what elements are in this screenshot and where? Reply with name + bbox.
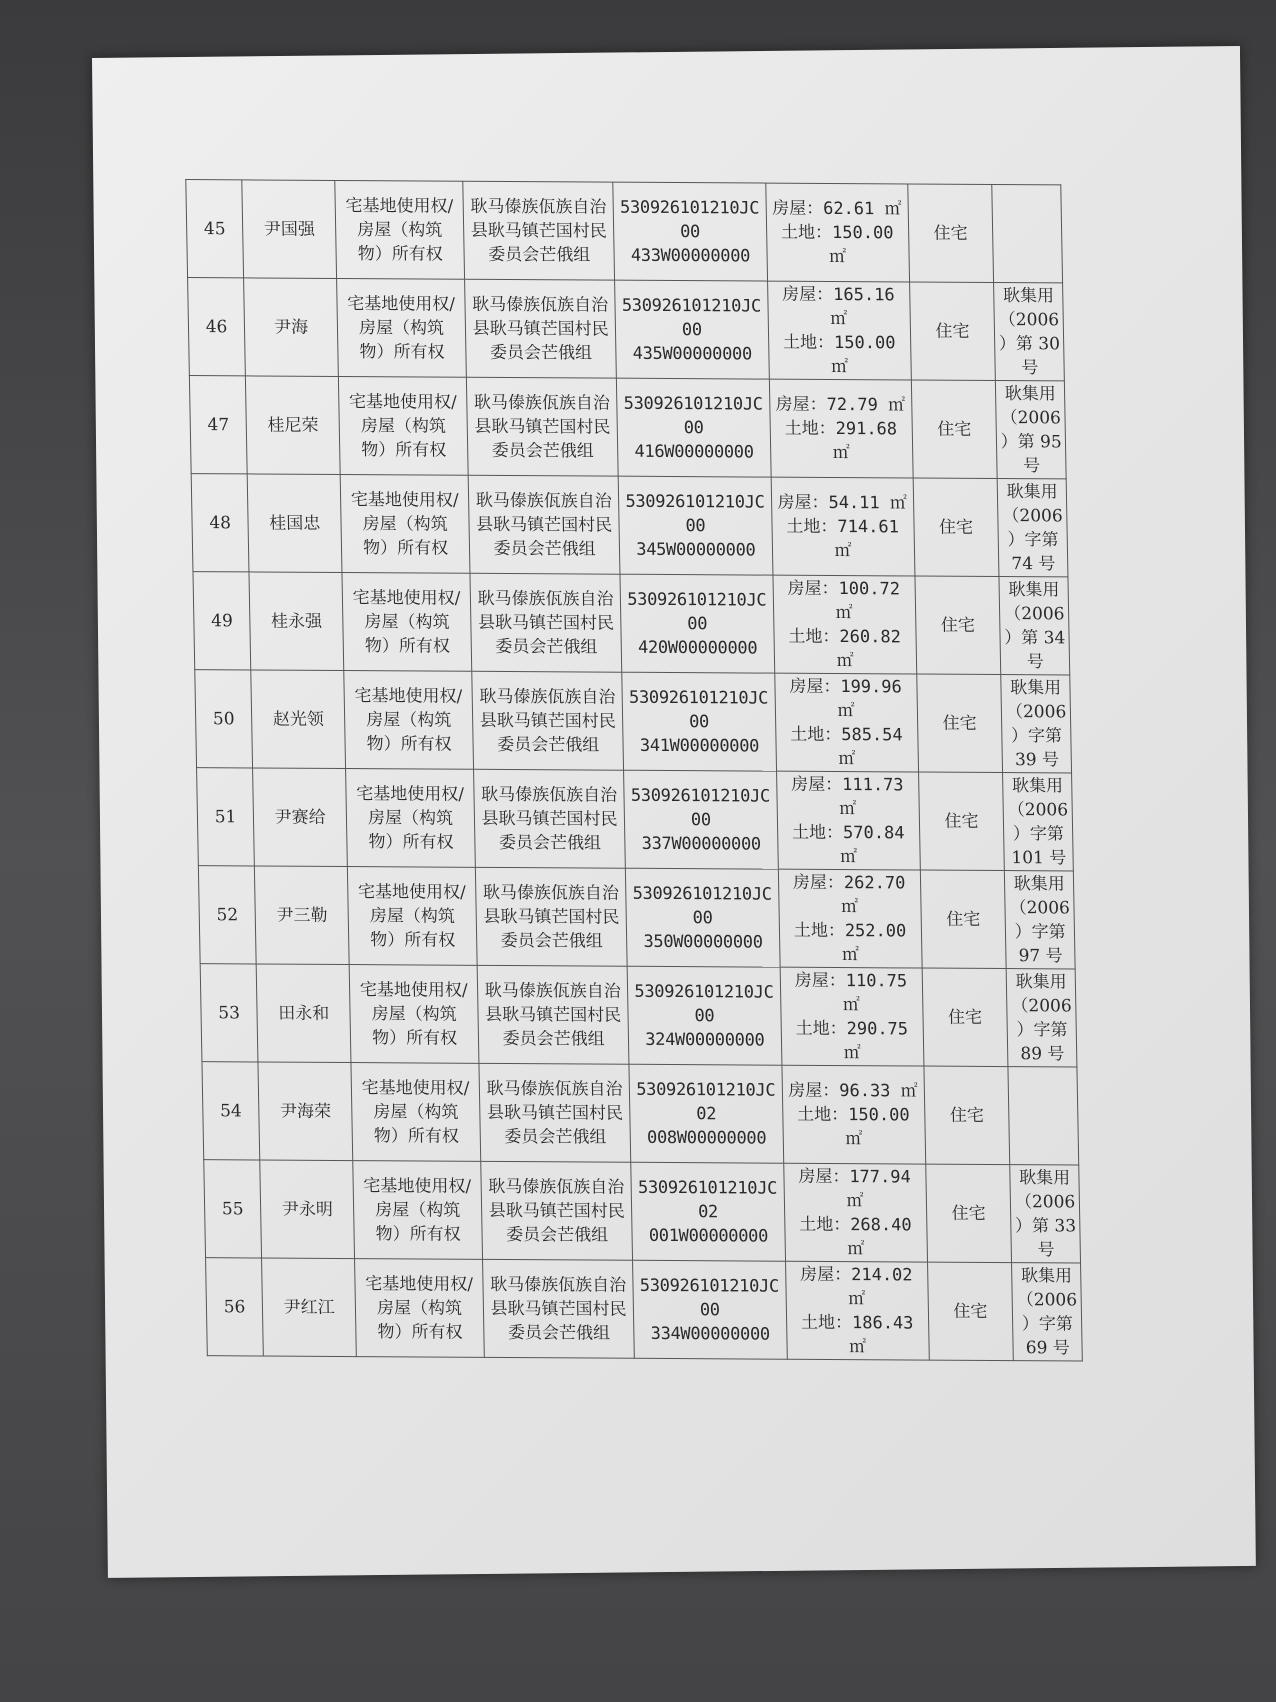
unit-code-cell: 530926101210JC02 008W00000000 — [629, 1064, 783, 1163]
row-number-cell: 48 — [191, 474, 249, 572]
table-row — [198, 866, 1075, 969]
owner-name-cell: 尹国强 — [242, 180, 337, 279]
right-type-cell: 宅基地使用权/ 房屋（构筑 物）所有权 — [353, 1161, 483, 1260]
certificate-no-cell: 耿集用 （2006 ）字第 89 号 — [1007, 969, 1077, 1067]
usage-cell: 住宅 — [916, 674, 1003, 773]
area-info-cell: 房屋：177.94 ㎡ 土地：268.40 ㎡ — [783, 1163, 927, 1262]
unit-code-cell: 530926101210JC00 337W00000000 — [624, 770, 778, 869]
certificate-no-cell: 耿集用 （2006 ）字第 69 号 — [1012, 1263, 1082, 1361]
location-cell: 耿马傣族佤族自治 县耿马镇芒国村民 委员会芒俄组 — [465, 279, 617, 378]
area-info-cell: 房屋：165.16 ㎡ 土地：150.00 ㎡ — [767, 281, 911, 380]
table-row — [204, 1160, 1081, 1263]
row-number-cell: 54 — [202, 1062, 260, 1160]
area-info-cell: 房屋：110.75 ㎡ 土地：290.75 ㎡ — [780, 967, 924, 1066]
row-number-cell: 45 — [186, 180, 244, 278]
table-row — [202, 1062, 1079, 1165]
location-cell: 耿马傣族佤族自治 县耿马镇芒国村民 委员会芒俄组 — [475, 867, 627, 966]
unit-code-cell: 530926101210JC00 435W00000000 — [615, 280, 769, 379]
right-type-cell: 宅基地使用权/ 房屋（构筑 物）所有权 — [335, 180, 465, 279]
table-row — [197, 768, 1074, 871]
certificate-no-cell: 耿集用 （2006 ）第 95 号 — [996, 380, 1066, 478]
owner-name-cell: 尹海荣 — [258, 1062, 353, 1161]
location-cell: 耿马傣族佤族自治 县耿马镇芒国村民 委员会芒俄组 — [479, 1063, 631, 1162]
usage-cell: 住宅 — [915, 576, 1002, 675]
usage-cell: 住宅 — [918, 772, 1005, 871]
unit-code-cell: 530926101210JC00 324W00000000 — [627, 966, 781, 1065]
location-cell: 耿马傣族佤族自治 县耿马镇芒国村民 委员会芒俄组 — [481, 1161, 633, 1260]
table-row — [195, 670, 1072, 773]
table-row — [191, 474, 1068, 577]
right-type-cell: 宅基地使用权/ 房屋（构筑 物）所有权 — [346, 769, 476, 868]
right-type-cell: 宅基地使用权/ 房屋（构筑 物）所有权 — [348, 867, 478, 966]
owner-name-cell: 尹三勒 — [255, 866, 350, 965]
area-info-cell: 房屋：214.02 ㎡ 土地：186.43 ㎡ — [785, 1261, 929, 1360]
right-type-cell: 宅基地使用权/ 房屋（构筑 物）所有权 — [344, 671, 474, 770]
location-cell: 耿马傣族佤族自治 县耿马镇芒国村民 委员会芒俄组 — [472, 671, 624, 770]
table-row — [186, 180, 1063, 283]
certificate-no-cell: 耿集用 （2006 ）第 34 号 — [999, 577, 1069, 675]
unit-code-cell: 530926101210JC00 334W00000000 — [633, 1260, 787, 1359]
owner-name-cell: 尹永明 — [260, 1160, 355, 1259]
owner-name-cell: 尹赛给 — [253, 768, 348, 867]
area-info-cell: 房屋：262.70 ㎡ 土地：252.00 ㎡ — [778, 869, 922, 968]
right-type-cell: 宅基地使用权/ 房屋（构筑 物）所有权 — [355, 1259, 485, 1358]
certificate-no-cell: 耿集用 （2006 ）字第 74 号 — [998, 478, 1068, 576]
right-type-cell: 宅基地使用权/ 房屋（构筑 物）所有权 — [342, 572, 472, 671]
area-info-cell: 房屋：96.33 ㎡ 土地：150.00 ㎡ — [781, 1065, 925, 1164]
owner-name-cell: 桂尼荣 — [246, 376, 341, 475]
unit-code-cell: 530926101210JC02 001W00000000 — [631, 1162, 785, 1261]
row-number-cell: 49 — [193, 572, 251, 670]
owner-name-cell: 尹红江 — [262, 1258, 357, 1357]
unit-code-cell: 530926101210JC00 416W00000000 — [617, 378, 771, 477]
usage-cell: 住宅 — [911, 380, 998, 479]
location-cell: 耿马傣族佤族自治 县耿马镇芒国村民 委员会芒俄组 — [474, 769, 626, 868]
right-type-cell: 宅基地使用权/ 房屋（构筑 物）所有权 — [351, 1063, 481, 1162]
table-row — [200, 964, 1077, 1067]
usage-cell: 住宅 — [927, 1262, 1014, 1361]
row-number-cell: 46 — [188, 278, 246, 376]
row-number-cell: 56 — [206, 1258, 264, 1356]
right-type-cell: 宅基地使用权/ 房屋（构筑 物）所有权 — [349, 965, 479, 1064]
certificate-no-cell: 耿集用 （2006 ）字第 39 号 — [1001, 675, 1071, 773]
unit-code-cell: 530926101210JC00 341W00000000 — [622, 672, 776, 771]
owner-name-cell: 赵光领 — [251, 670, 346, 769]
right-type-cell: 宅基地使用权/ 房屋（构筑 物）所有权 — [340, 474, 470, 573]
area-info-cell: 房屋：111.73 ㎡ 土地：570.84 ㎡ — [776, 771, 920, 870]
area-info-cell: 房屋：72.79 ㎡ 土地：291.68 ㎡ — [769, 379, 913, 478]
location-cell: 耿马傣族佤族自治 县耿马镇芒国村民 委员会芒俄组 — [483, 1259, 635, 1358]
usage-cell: 住宅 — [920, 870, 1007, 969]
certificate-no-cell — [1008, 1067, 1078, 1165]
unit-code-cell: 530926101210JC00 433W00000000 — [613, 182, 767, 281]
area-info-cell: 房屋：54.11 ㎡ 土地：714.61 ㎡ — [771, 477, 915, 576]
usage-cell: 住宅 — [907, 184, 994, 283]
usage-cell: 住宅 — [913, 478, 1000, 577]
certificate-no-cell: 耿集用 （2006 ）字第 101 号 — [1003, 773, 1073, 871]
usage-cell: 住宅 — [925, 1164, 1012, 1263]
paper-sheet — [92, 46, 1256, 1578]
row-number-cell: 50 — [195, 670, 253, 768]
area-info-cell: 房屋：62.61 ㎡ 土地：150.00 ㎡ — [765, 183, 909, 282]
location-cell: 耿马傣族佤族自治 县耿马镇芒国村民 委员会芒俄组 — [463, 181, 615, 280]
certificate-no-cell: 耿集用 （2006 ）第 33 号 — [1010, 1165, 1080, 1263]
area-info-cell: 房屋：199.96 ㎡ 土地：585.54 ㎡ — [774, 673, 918, 772]
unit-code-cell: 530926101210JC00 350W00000000 — [626, 868, 780, 967]
unit-code-cell: 530926101210JC00 420W00000000 — [620, 574, 774, 673]
right-type-cell: 宅基地使用权/ 房屋（构筑 物）所有权 — [339, 376, 469, 475]
row-number-cell: 51 — [197, 768, 255, 866]
owner-name-cell: 桂国忠 — [247, 474, 342, 573]
table-row — [188, 278, 1065, 381]
location-cell: 耿马傣族佤族自治 县耿马镇芒国村民 委员会芒俄组 — [477, 965, 629, 1064]
location-cell: 耿马傣族佤族自治 县耿马镇芒国村民 委员会芒俄组 — [468, 475, 620, 574]
owner-name-cell: 桂永强 — [249, 572, 344, 671]
property-rights-table — [185, 179, 1083, 1362]
row-number-cell: 52 — [198, 866, 256, 964]
usage-cell: 住宅 — [924, 1066, 1011, 1165]
certificate-no-cell — [992, 184, 1062, 282]
usage-cell: 住宅 — [922, 968, 1009, 1067]
location-cell: 耿马傣族佤族自治 县耿马镇芒国村民 委员会芒俄组 — [470, 573, 622, 672]
certificate-no-cell: 耿集用 （2006 ）第 30 号 — [994, 282, 1064, 380]
right-type-cell: 宅基地使用权/ 房屋（构筑 物）所有权 — [337, 278, 467, 377]
usage-cell: 住宅 — [909, 282, 996, 381]
location-cell: 耿马傣族佤族自治 县耿马镇芒国村民 委员会芒俄组 — [466, 377, 618, 476]
owner-name-cell: 尹海 — [244, 278, 339, 377]
table-row — [193, 572, 1070, 675]
certificate-no-cell: 耿集用 （2006 ）字第 97 号 — [1005, 871, 1075, 969]
owner-name-cell: 田永和 — [256, 964, 351, 1063]
table-row — [189, 376, 1066, 479]
table-row — [206, 1258, 1083, 1361]
row-number-cell: 53 — [200, 964, 258, 1062]
row-number-cell: 47 — [189, 376, 247, 474]
area-info-cell: 房屋：100.72 ㎡ 土地：260.82 ㎡ — [773, 575, 917, 674]
unit-code-cell: 530926101210JC00 345W00000000 — [618, 476, 772, 575]
row-number-cell: 55 — [204, 1160, 262, 1258]
